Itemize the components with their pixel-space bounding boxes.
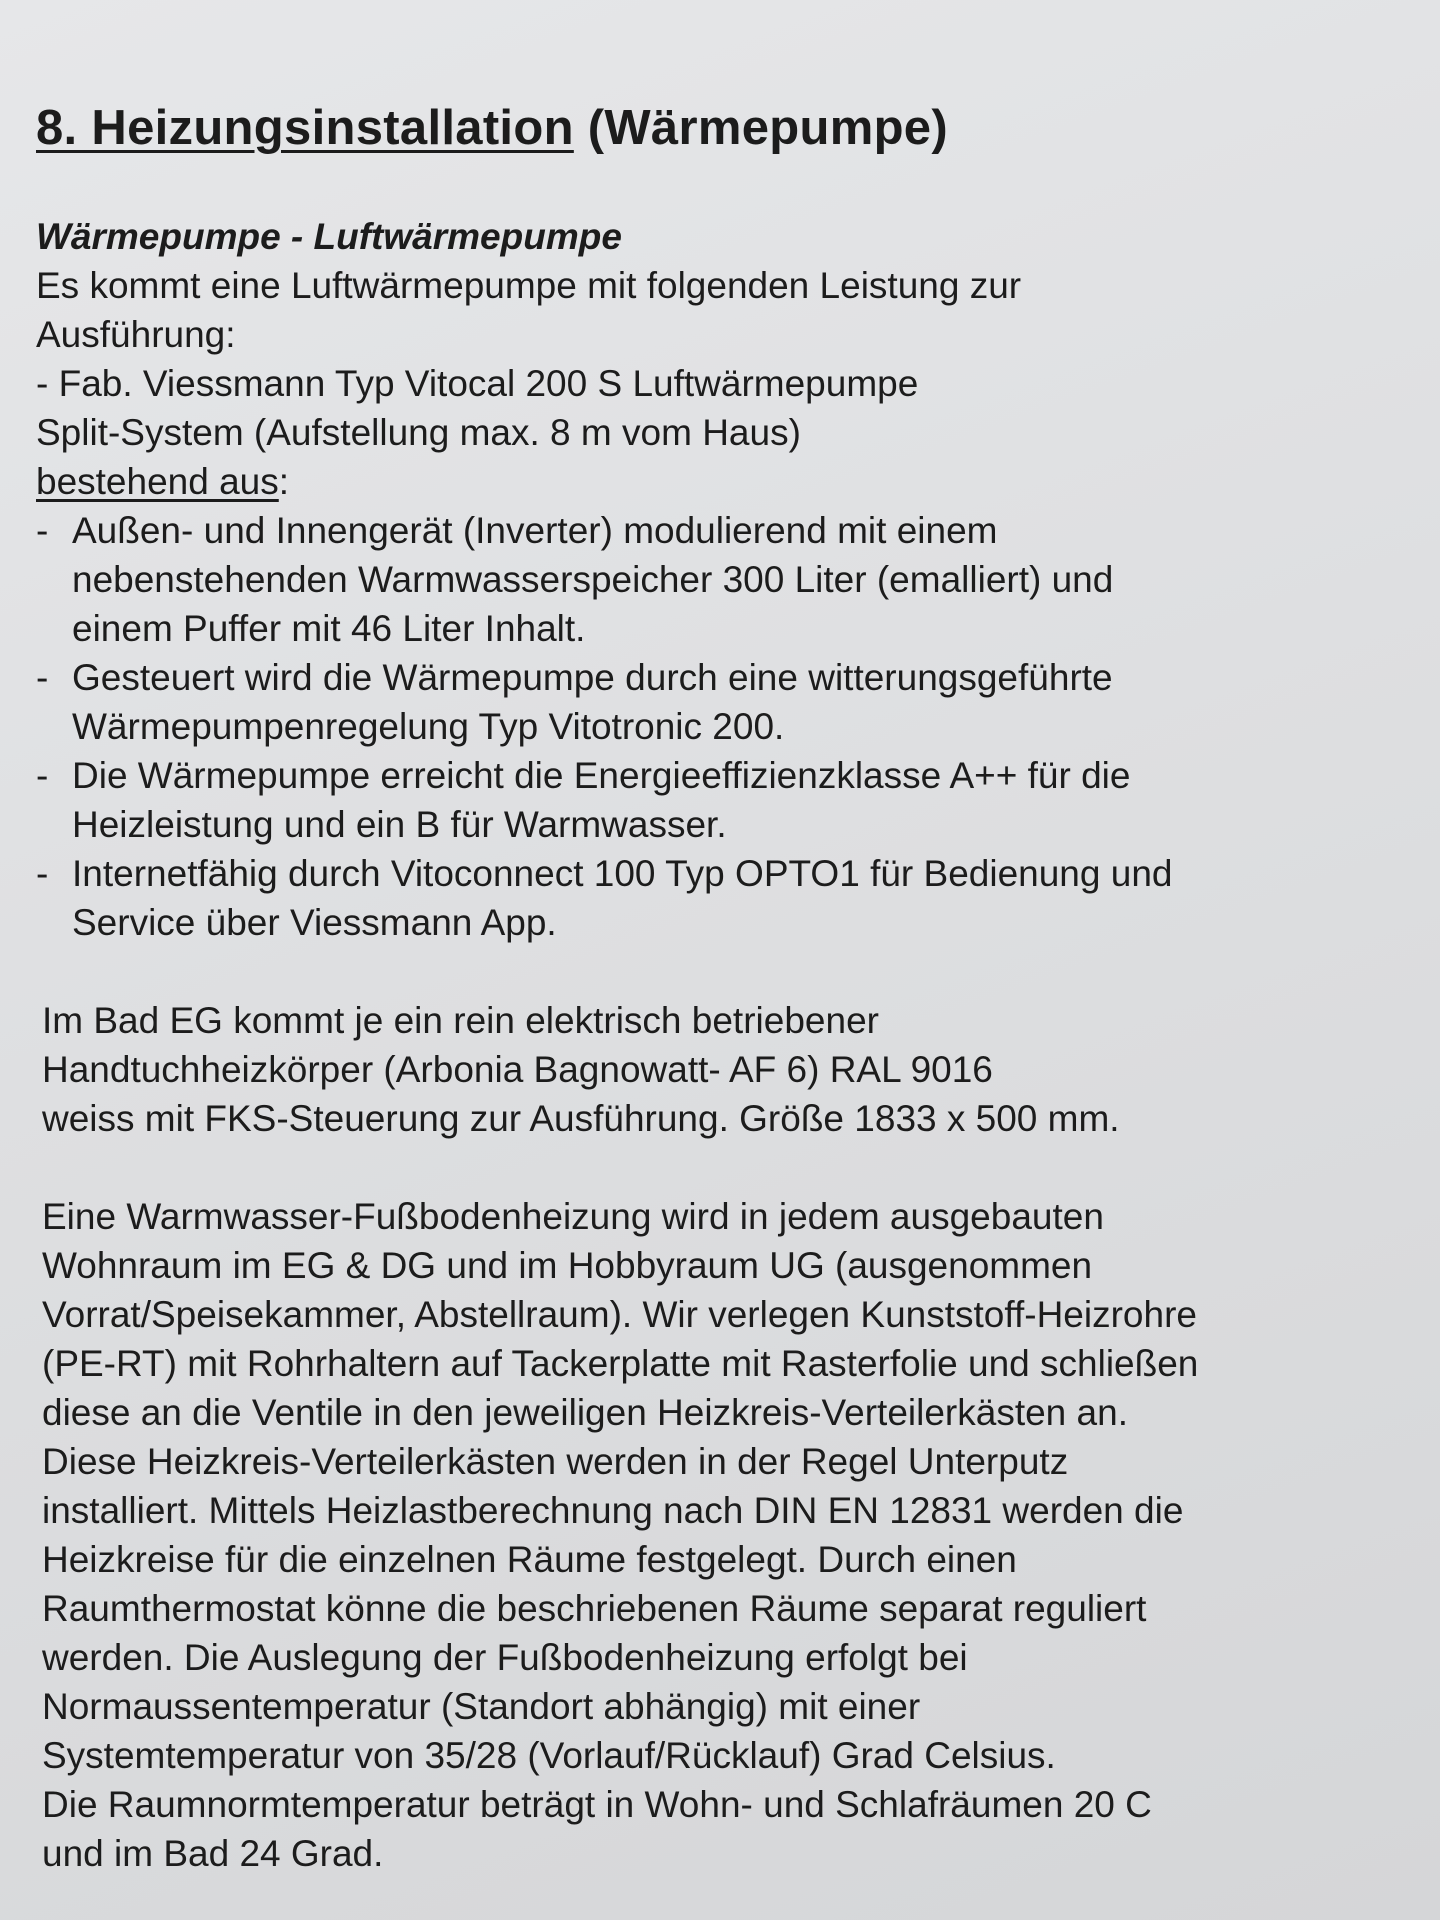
list-item [36, 653, 1396, 751]
paragraph-line: Diese Heizkreis-Verteilerkästen werden in der Regel Unterputz [42, 1441, 1069, 1482]
list-dash: - [36, 657, 49, 698]
list-item-line: nebenstehenden Warmwasserspeicher 300 Liter (emalliert) und [72, 559, 1114, 600]
list-item-line: Gesteuert wird die Wärmepumpe durch eine witterungsgeführte [72, 657, 1113, 698]
paragraph-line: installiert. Mittels Heizlastberechnung nach DIN EN 12831 werden die [42, 1490, 1184, 1531]
paragraph-gap [36, 947, 1396, 996]
paragraph-line: Normaussentemperatur (Standort abhängig) mit einer [42, 1686, 921, 1727]
document-page [36, 96, 1396, 1878]
paragraph-line: Systemtemperatur von 35/28 (Vorlauf/Rücklauf) Grad Celsius. [42, 1735, 1056, 1776]
list-dash: - [36, 853, 49, 894]
paragraph-line: Im Bad EG kommt je ein rein elektrisch betriebener [42, 1000, 879, 1041]
list-item-line: Internetfähig durch Vitoconnect 100 Typ OPTO1 für Bedienung und [72, 853, 1173, 894]
section-title-underlined: 8. Heizungsinstallation [36, 101, 574, 155]
list-item [36, 849, 1396, 947]
paragraph-line: Eine Warmwasser-Fußbodenheizung wird in jedem ausgebauten [42, 1196, 1104, 1237]
intro-line: - Fab. Viessmann Typ Vitocal 200 S Luftwärmepumpe [36, 363, 919, 404]
list-item-line: Wärmepumpenregelung Typ Vitotronic 200. [72, 706, 785, 747]
list-item-line: Service über Viessmann App. [72, 902, 557, 943]
list-item [36, 506, 1396, 653]
list-item-line: Außen- und Innengerät (Inverter) modulierend mit einem [72, 510, 998, 551]
paragraph-line: diese an die Ventile in den jeweiligen Heizkreis-Verteilerkästen an. [42, 1392, 1128, 1433]
section-title [36, 96, 1396, 160]
intro-line: Ausführung: [36, 314, 236, 355]
floor-heating-paragraph [36, 1192, 1396, 1878]
paragraph-line: und im Bad 24 Grad. [42, 1833, 384, 1874]
paragraph-line: Die Raumnormtemperatur beträgt in Wohn- und Schlafräumen 20 C [42, 1784, 1152, 1825]
list-item-line: Heizleistung und ein B für Warmwasser. [72, 804, 727, 845]
paragraph-line: (PE-RT) mit Rohrhaltern auf Tackerplatte mit Rasterfolie und schließen [42, 1343, 1199, 1384]
consists-of-label-line [36, 457, 1396, 506]
consists-of-colon: : [278, 461, 290, 502]
paragraph-line: weiss mit FKS-Steuerung zur Ausführung. Größe 1833 x 500 mm. [42, 1098, 1120, 1139]
consists-of-label: bestehend aus [36, 461, 279, 502]
list-item [36, 751, 1396, 849]
paragraph-gap [36, 1143, 1396, 1192]
intro-line: Es kommt eine Luftwärmepumpe mit folgenden Leistung zur [36, 265, 1022, 306]
intro-text [36, 261, 1396, 506]
intro-line: Split-System (Aufstellung max. 8 m vom Haus) [36, 412, 801, 453]
bath-paragraph [36, 996, 1396, 1143]
component-list [36, 506, 1396, 947]
paragraph-line: Heizkreise für die einzelnen Räume festgelegt. Durch einen [42, 1539, 1017, 1580]
list-dash: - [36, 510, 49, 551]
paragraph-line: Raumthermostat könne die beschriebenen Räume separat reguliert [42, 1588, 1147, 1629]
paragraph-line: werden. Die Auslegung der Fußbodenheizung erfolgt bei [42, 1637, 968, 1678]
paragraph-line: Handtuchheizkörper (Arbonia Bagnowatt- AF 6) RAL 9016 [42, 1049, 993, 1090]
subheading: Wärmepumpe - Luftwärmepumpe [36, 216, 622, 257]
list-item-line: Die Wärmepumpe erreicht die Energieeffizienzklasse A++ für die [72, 755, 1131, 796]
paragraph-line: Wohnraum im EG & DG und im Hobbyraum UG (ausgenommen [42, 1245, 1093, 1286]
section-title-suffix: (Wärmepumpe) [573, 101, 948, 155]
paragraph-line: Vorrat/Speisekammer, Abstellraum). Wir verlegen Kunststoff-Heizrohre [42, 1294, 1197, 1335]
list-item-line: einem Puffer mit 46 Liter Inhalt. [72, 608, 586, 649]
list-dash: - [36, 755, 49, 796]
